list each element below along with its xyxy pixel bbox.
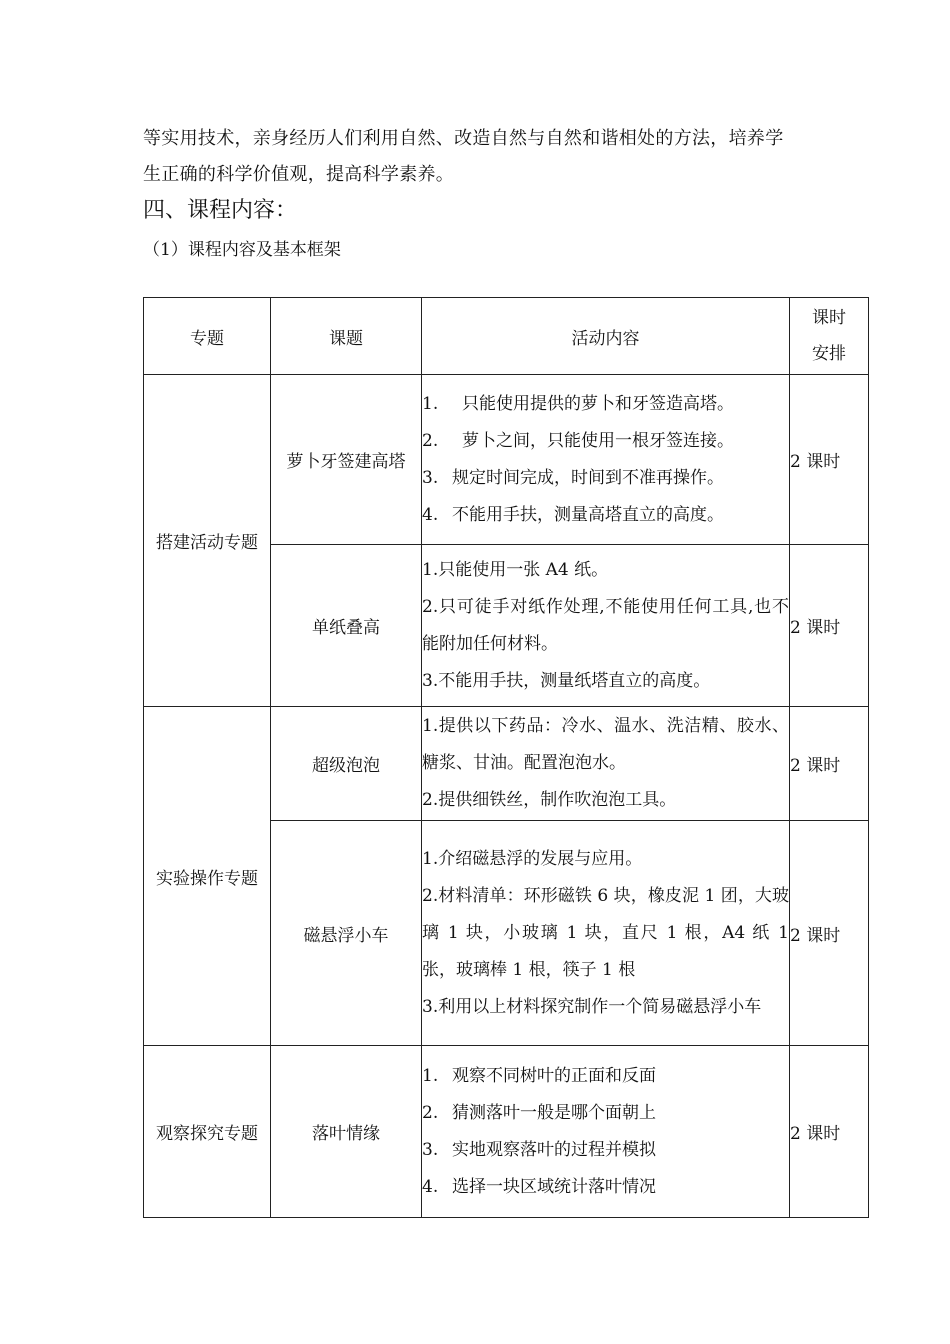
activity-item: 3. 规定时间完成，时间到不准再操作。 [422, 467, 724, 488]
activity-item: 1. 观察不同树叶的正面和反面 [422, 1065, 656, 1086]
activity-item: 3.不能用手扶，测量纸塔直立的高度。 [422, 670, 711, 691]
activity-item: 2. 萝卜之间，只能使用一根牙签连接。 [422, 430, 734, 451]
course-content-table [143, 297, 869, 1218]
activities-cell [422, 545, 790, 707]
activity-item: 3. 实地观察落叶的过程并模拟 [422, 1139, 656, 1160]
header-topic: 专题 [144, 298, 271, 375]
intro-paragraph-line-2: 生正确的科学价值观，提高科学素养。 [143, 164, 455, 185]
hours-cell: 2 课时 [790, 821, 869, 1046]
header-activities: 活动内容 [422, 298, 790, 375]
table-header-row [144, 298, 869, 375]
section-title: 四、课程内容： [143, 198, 298, 223]
lesson-cell: 超级泡泡 [271, 707, 422, 821]
activities-cell [422, 707, 790, 821]
lesson-cell: 单纸叠高 [271, 545, 422, 707]
table-row [144, 707, 869, 821]
activities-cell [422, 375, 790, 545]
activity-item: 1.提供以下药品：冷水、温水、洗洁精、胶水、糖浆、甘油。配置泡泡水。 [422, 716, 789, 773]
activities-cell [422, 1046, 790, 1218]
activity-item: 2. 猜测落叶一般是哪个面朝上 [422, 1102, 656, 1123]
header-lesson: 课题 [271, 298, 422, 375]
table-row [144, 375, 869, 545]
hours-cell: 2 课时 [790, 1046, 869, 1218]
activities-cell [422, 821, 790, 1046]
header-hours-line-2: 安排 [812, 344, 846, 364]
hours-cell: 2 课时 [790, 545, 869, 707]
table-row [144, 1046, 869, 1218]
topic-cell: 搭建活动专题 [144, 375, 271, 707]
lesson-cell: 磁悬浮小车 [271, 821, 422, 1046]
intro-paragraph-line-1: 等实用技术，亲身经历人们利用自然、改造自然与自然和谐相处的方法，培养学 [143, 128, 784, 149]
activity-item: 4. 不能用手扶，测量高塔直立的高度。 [422, 504, 724, 525]
hours-cell: 2 课时 [790, 707, 869, 821]
activity-item: 4. 选择一块区域统计落叶情况 [422, 1176, 656, 1197]
lesson-cell: 萝卜牙签建高塔 [271, 375, 422, 545]
activity-item: 1. 只能使用提供的萝卜和牙签造高塔。 [422, 393, 734, 414]
subsection-title: （1）课程内容及基本框架 [143, 240, 341, 260]
activity-item: 2.材料清单：环形磁铁 6 块，橡皮泥 1 团，大玻璃 1 块，小玻璃 1 块，直尺 1 根，A4 纸 1 张，玻璃棒 1 根，筷子 1 根 [422, 885, 789, 980]
activity-item: 1.介绍磁悬浮的发展与应用。 [422, 848, 643, 869]
activity-item: 3.利用以上材料探究制作一个简易磁悬浮小车 [422, 996, 762, 1017]
header-hours [790, 298, 869, 375]
header-hours-line-1: 课时 [812, 308, 846, 328]
activity-item: 2.提供细铁丝，制作吹泡泡工具。 [422, 790, 677, 810]
activity-item: 1.只能使用一张 A4 纸。 [422, 559, 609, 580]
lesson-cell: 落叶情缘 [271, 1046, 422, 1218]
topic-cell: 观察探究专题 [144, 1046, 271, 1218]
activity-item: 2.只可徒手对纸作处理,不能使用任何工具,也不能附加任何材料。 [422, 596, 789, 654]
topic-cell: 实验操作专题 [144, 707, 271, 1046]
hours-cell: 2 课时 [790, 375, 869, 545]
